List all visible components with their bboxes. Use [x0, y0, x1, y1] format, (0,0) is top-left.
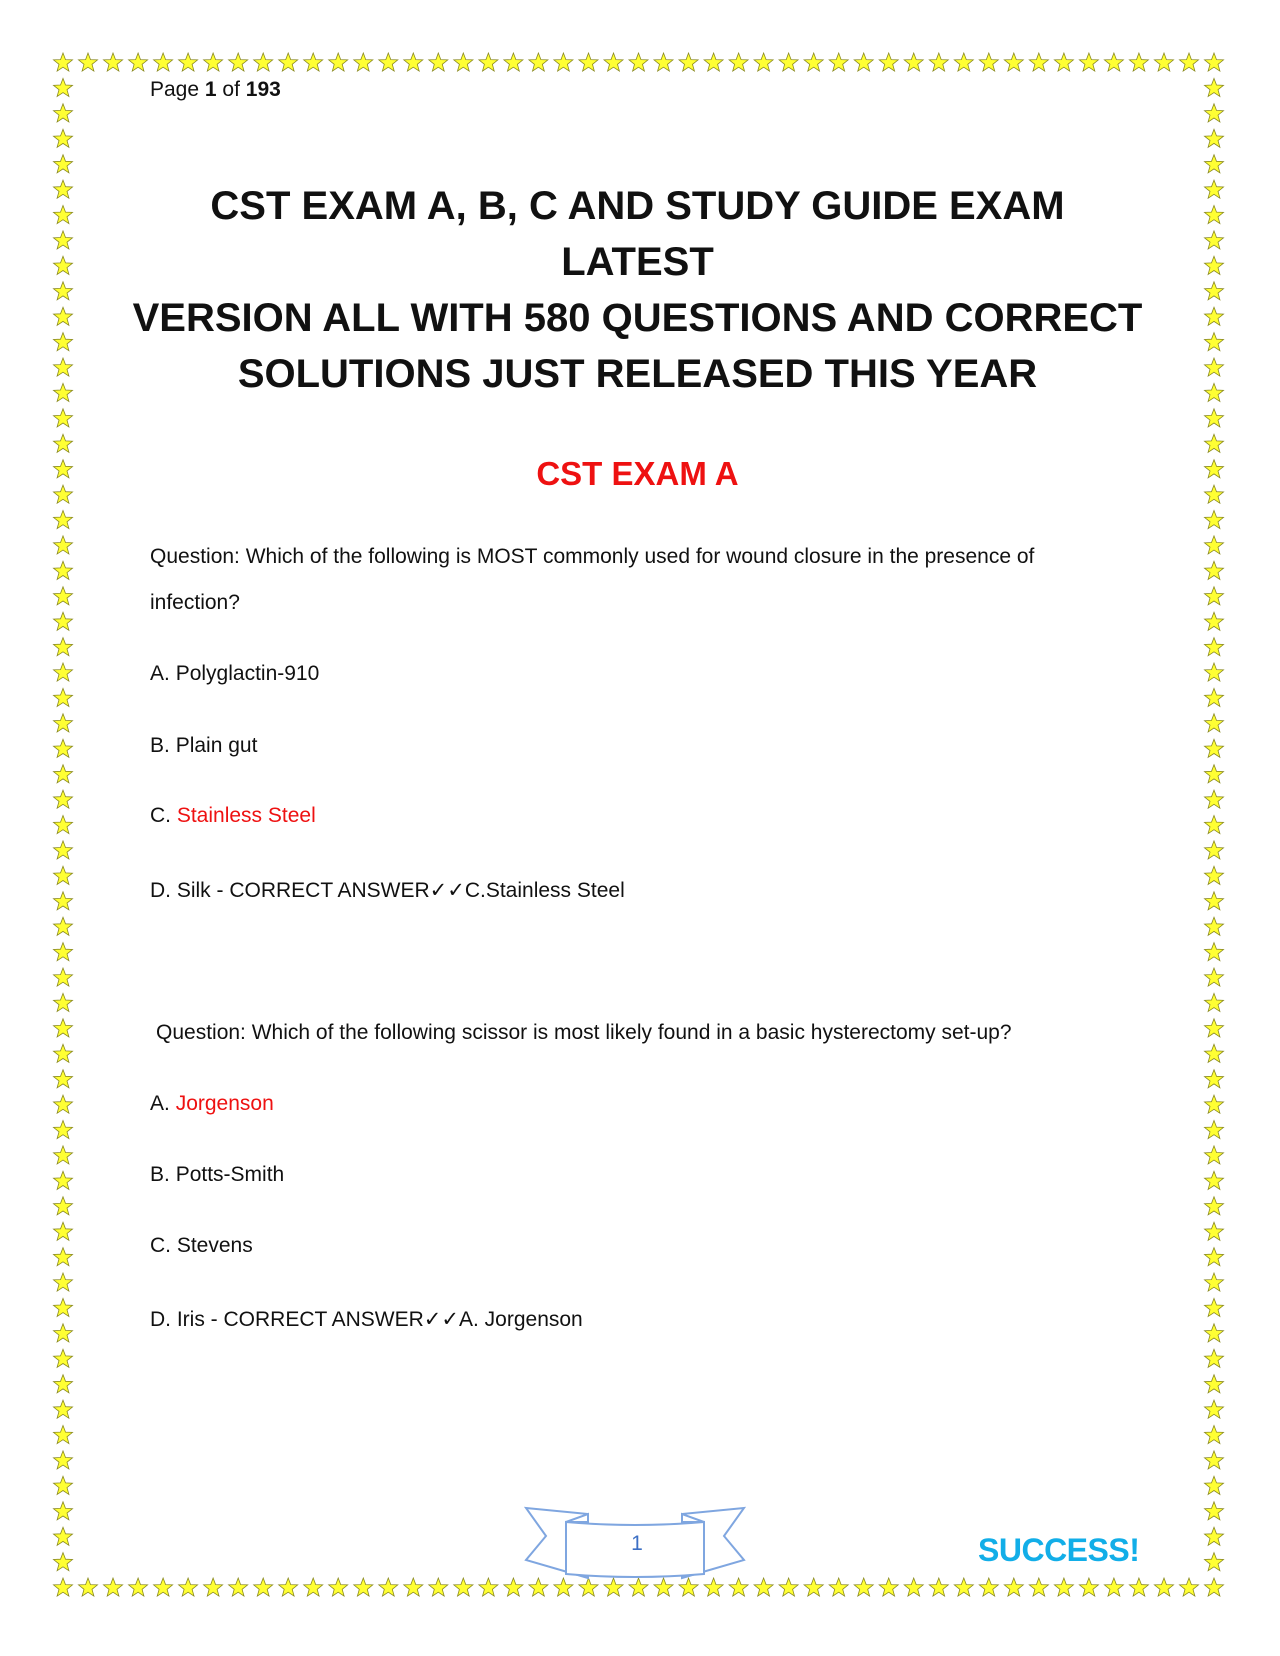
star-icon: [1205, 383, 1224, 401]
star-icon: [1205, 968, 1224, 986]
star-icon: [129, 1578, 148, 1596]
star-icon: [654, 53, 673, 71]
option-letter: B.: [150, 1163, 170, 1186]
star-icon: [329, 53, 348, 71]
star-icon: [629, 53, 648, 71]
star-icon: [54, 1095, 73, 1113]
star-icon: [54, 155, 73, 173]
star-icon: [804, 53, 823, 71]
page-label: Page: [150, 78, 200, 101]
option-c: [150, 1234, 253, 1258]
star-icon: [54, 714, 73, 732]
star-icon: [54, 968, 73, 986]
star-icon: [54, 333, 73, 351]
star-icon: [1205, 1426, 1224, 1444]
title-line: CST EXAM A, B, C AND STUDY GUIDE EXAM LATEST: [210, 184, 1065, 284]
star-icon: [1180, 1578, 1199, 1596]
star-icon: [1205, 460, 1224, 478]
option-letter: D.: [150, 1308, 171, 1331]
star-icon: [1129, 1578, 1148, 1596]
option-letter: A.: [150, 1092, 170, 1115]
star-icon: [1205, 155, 1224, 173]
option-a: [150, 1092, 274, 1116]
page-indicator: [150, 78, 281, 102]
star-icon: [154, 1578, 173, 1596]
star-icon: [1205, 561, 1224, 579]
star-icon: [1029, 1578, 1048, 1596]
star-icon: [204, 1578, 223, 1596]
star-icon: [54, 1121, 73, 1139]
star-icon: [54, 206, 73, 224]
star-icon: [204, 53, 223, 71]
star-icon: [1205, 1222, 1224, 1240]
star-icon: [1205, 993, 1224, 1011]
star-icon: [54, 1527, 73, 1545]
option-text: Silk - CORRECT ANSWER✓✓C.Stainless Steel: [176, 879, 625, 902]
option-text: Stevens: [176, 1234, 253, 1257]
star-icon: [929, 53, 948, 71]
star-icon: [454, 53, 473, 71]
option-text: Potts-Smith: [175, 1163, 285, 1186]
star-icon: [504, 53, 523, 71]
star-icon: [1205, 917, 1224, 935]
star-icon: [354, 53, 373, 71]
star-icon: [54, 1171, 73, 1189]
star-icon: [429, 53, 448, 71]
star-icon: [54, 383, 73, 401]
star-icon: [1205, 1324, 1224, 1342]
star-icon: [54, 485, 73, 503]
star-icon: [179, 53, 198, 71]
star-icon: [1205, 1248, 1224, 1266]
option-text: Plain gut: [175, 734, 258, 757]
star-icon: [1205, 790, 1224, 808]
star-icon: [779, 1578, 798, 1596]
star-icon: [54, 1222, 73, 1240]
star-icon: [1205, 892, 1224, 910]
star-icon: [1054, 1578, 1073, 1596]
star-icon: [279, 53, 298, 71]
star-icon: [1029, 53, 1048, 71]
star-icon: [1205, 485, 1224, 503]
star-icon: [1205, 765, 1224, 783]
star-icon: [1104, 53, 1123, 71]
star-icon: [79, 53, 98, 71]
star-icon: [54, 841, 73, 859]
star-icon: [229, 1578, 248, 1596]
title-line: VERSION ALL WITH 580 QUESTIONS AND CORRECT: [132, 296, 1143, 340]
star-icon: [1205, 1070, 1224, 1088]
star-icon: [304, 1578, 323, 1596]
star-icon: [754, 53, 773, 71]
star-icon: [454, 1578, 473, 1596]
star-icon: [954, 1578, 973, 1596]
question-text: infection?: [150, 591, 240, 614]
star-icon: [854, 53, 873, 71]
star-icon: [1180, 53, 1199, 71]
star-icon: [479, 1578, 498, 1596]
star-icon: [379, 53, 398, 71]
star-icon: [54, 663, 73, 681]
option-a: [150, 662, 319, 686]
page-number: 1: [631, 1532, 643, 1555]
option-c: [150, 804, 316, 828]
star-icon: [1205, 206, 1224, 224]
star-icon: [54, 180, 73, 198]
star-icon: [1205, 1044, 1224, 1062]
star-icon: [1205, 1400, 1224, 1418]
star-icon: [1004, 53, 1023, 71]
star-icon: [1205, 1451, 1224, 1469]
star-icon: [679, 53, 698, 71]
star-icon: [54, 129, 73, 147]
star-icon: [904, 1578, 923, 1596]
star-icon: [54, 561, 73, 579]
option-text: Polyglactin-910: [175, 662, 320, 685]
star-icon: [1154, 1578, 1173, 1596]
star-icon: [54, 460, 73, 478]
star-icon: [54, 1248, 73, 1266]
star-icon: [54, 765, 73, 783]
question-text: Question: Which of the following is MOST commonly used for wound closure in the presence of: [150, 545, 1035, 568]
star-icon: [54, 256, 73, 274]
star-icon: [1205, 1197, 1224, 1215]
option-letter: C.: [150, 1234, 171, 1257]
star-icon: [104, 1578, 123, 1596]
star-icon: [1205, 1146, 1224, 1164]
star-icon: [1079, 53, 1098, 71]
star-icon: [554, 53, 573, 71]
star-icon: [254, 1578, 273, 1596]
star-icon: [54, 1553, 73, 1571]
star-icon: [1205, 1527, 1224, 1545]
star-icon: [829, 53, 848, 71]
star-icon: [404, 1578, 423, 1596]
star-icon: [54, 638, 73, 656]
star-icon: [1205, 256, 1224, 274]
star-icon: [54, 917, 73, 935]
star-icon: [229, 53, 248, 71]
star-icon: [54, 1375, 73, 1393]
star-icon: [1205, 1095, 1224, 1113]
star-icon: [1205, 536, 1224, 554]
option-d: [150, 878, 625, 903]
star-icon: [1205, 943, 1224, 961]
star-icon: [379, 1578, 398, 1596]
star-icon: [1079, 1578, 1098, 1596]
star-icon: [54, 1273, 73, 1291]
star-icon: [179, 1578, 198, 1596]
star-icon: [54, 434, 73, 452]
star-icon: [1104, 1578, 1123, 1596]
star-icon: [54, 409, 73, 427]
star-icon: [429, 1578, 448, 1596]
star-icon: [1205, 841, 1224, 859]
star-icon: [1205, 714, 1224, 732]
star-icon: [929, 1578, 948, 1596]
star-icon: [54, 587, 73, 605]
star-icon: [1129, 53, 1148, 71]
star-icon: [79, 1578, 98, 1596]
title-line: SOLUTIONS JUST RELEASED THIS YEAR: [237, 352, 1038, 396]
star-icon: [1205, 511, 1224, 529]
star-icon: [54, 282, 73, 300]
star-icon: [54, 231, 73, 249]
star-icon: [54, 1400, 73, 1418]
option-letter: A.: [150, 662, 170, 685]
star-icon: [1205, 1171, 1224, 1189]
star-icon: [1205, 180, 1224, 198]
option-d: [150, 1307, 583, 1332]
star-icon: [54, 104, 73, 122]
star-icon: [804, 1578, 823, 1596]
star-icon: [1205, 434, 1224, 452]
star-icon: [54, 1349, 73, 1367]
star-icon: [1205, 1121, 1224, 1139]
star-icon: [1205, 358, 1224, 376]
star-icon: [54, 53, 73, 71]
page-total: 193: [245, 78, 281, 101]
option-b: [150, 734, 257, 758]
star-icon: [1205, 1476, 1224, 1494]
star-icon: [954, 53, 973, 71]
star-icon: [1205, 587, 1224, 605]
star-icon: [54, 688, 73, 706]
option-letter: B.: [150, 734, 170, 757]
star-icon: [329, 1578, 348, 1596]
star-icon: [54, 739, 73, 757]
star-icon: [54, 78, 73, 96]
correct-option-text: Jorgenson: [175, 1092, 274, 1115]
star-icon: [54, 1070, 73, 1088]
star-icon: [1205, 688, 1224, 706]
star-icon: [54, 1146, 73, 1164]
page-of-label: of: [222, 78, 240, 101]
star-icon: [1205, 409, 1224, 427]
star-icon: [1205, 1578, 1224, 1596]
correct-option-text: Stainless Steel: [176, 804, 316, 827]
star-icon: [1205, 307, 1224, 325]
star-icon: [1004, 1578, 1023, 1596]
star-icon: [1205, 1019, 1224, 1037]
option-b: [150, 1163, 284, 1187]
star-icon: [54, 1197, 73, 1215]
star-icon: [704, 53, 723, 71]
star-icon: [54, 1019, 73, 1037]
option-text: Iris - CORRECT ANSWER✓✓A. Jorgenson: [176, 1308, 583, 1331]
star-icon: [1205, 816, 1224, 834]
star-icon: [154, 53, 173, 71]
star-icon: [54, 790, 73, 808]
star-icon: [1205, 663, 1224, 681]
star-icon: [54, 1324, 73, 1342]
star-icon: [1205, 1298, 1224, 1316]
star-icon: [529, 53, 548, 71]
star-icon: [1205, 866, 1224, 884]
page-current: 1: [204, 78, 217, 101]
star-icon: [54, 1298, 73, 1316]
star-icon: [1205, 739, 1224, 757]
star-icon: [1205, 104, 1224, 122]
star-icon: [1205, 1553, 1224, 1571]
star-icon: [1205, 53, 1224, 71]
star-icon: [54, 866, 73, 884]
star-icon: [54, 1502, 73, 1520]
star-icon: [104, 53, 123, 71]
star-icon: [1205, 1273, 1224, 1291]
star-icon: [1054, 53, 1073, 71]
star-icon: [1205, 282, 1224, 300]
star-icon: [879, 53, 898, 71]
star-icon: [1205, 1349, 1224, 1367]
star-icon: [1205, 129, 1224, 147]
star-icon: [54, 536, 73, 554]
star-icon: [829, 1578, 848, 1596]
star-icon: [904, 53, 923, 71]
success-slogan: SUCCESS!: [978, 1532, 1140, 1568]
option-letter: C.: [150, 804, 171, 827]
star-icon: [979, 1578, 998, 1596]
question-text: Question: Which of the following scissor is most likely found in a basic hysterectomy set-up?: [156, 1021, 1012, 1044]
star-icon: [54, 993, 73, 1011]
star-icon: [54, 1426, 73, 1444]
star-icon: [1205, 612, 1224, 630]
star-icon: [54, 358, 73, 376]
star-icon: [254, 53, 273, 71]
star-icon: [879, 1578, 898, 1596]
star-icon: [1205, 333, 1224, 351]
star-icon: [1154, 53, 1173, 71]
star-icon: [1205, 1502, 1224, 1520]
star-icon: [729, 53, 748, 71]
star-icon: [979, 53, 998, 71]
star-icon: [129, 53, 148, 71]
star-icon: [54, 307, 73, 325]
star-icon: [779, 53, 798, 71]
section-heading: CST EXAM A: [536, 455, 739, 492]
star-icon: [54, 1451, 73, 1469]
star-icon: [479, 53, 498, 71]
star-icon: [354, 1578, 373, 1596]
document-title: [130, 178, 1145, 402]
star-icon: [304, 53, 323, 71]
star-icon: [404, 53, 423, 71]
star-icon: [1205, 1375, 1224, 1393]
star-icon: [854, 1578, 873, 1596]
star-icon: [1205, 231, 1224, 249]
star-icon: [279, 1578, 298, 1596]
star-icon: [54, 892, 73, 910]
star-icon: [54, 943, 73, 961]
star-icon: [604, 53, 623, 71]
star-icon: [1205, 78, 1224, 96]
star-icon: [54, 511, 73, 529]
star-icon: [54, 612, 73, 630]
option-letter: D.: [150, 879, 171, 902]
star-icon: [54, 1044, 73, 1062]
star-icon: [54, 816, 73, 834]
star-icon: [1205, 638, 1224, 656]
star-icon: [54, 1578, 73, 1596]
star-icon: [54, 1476, 73, 1494]
star-icon: [579, 53, 598, 71]
